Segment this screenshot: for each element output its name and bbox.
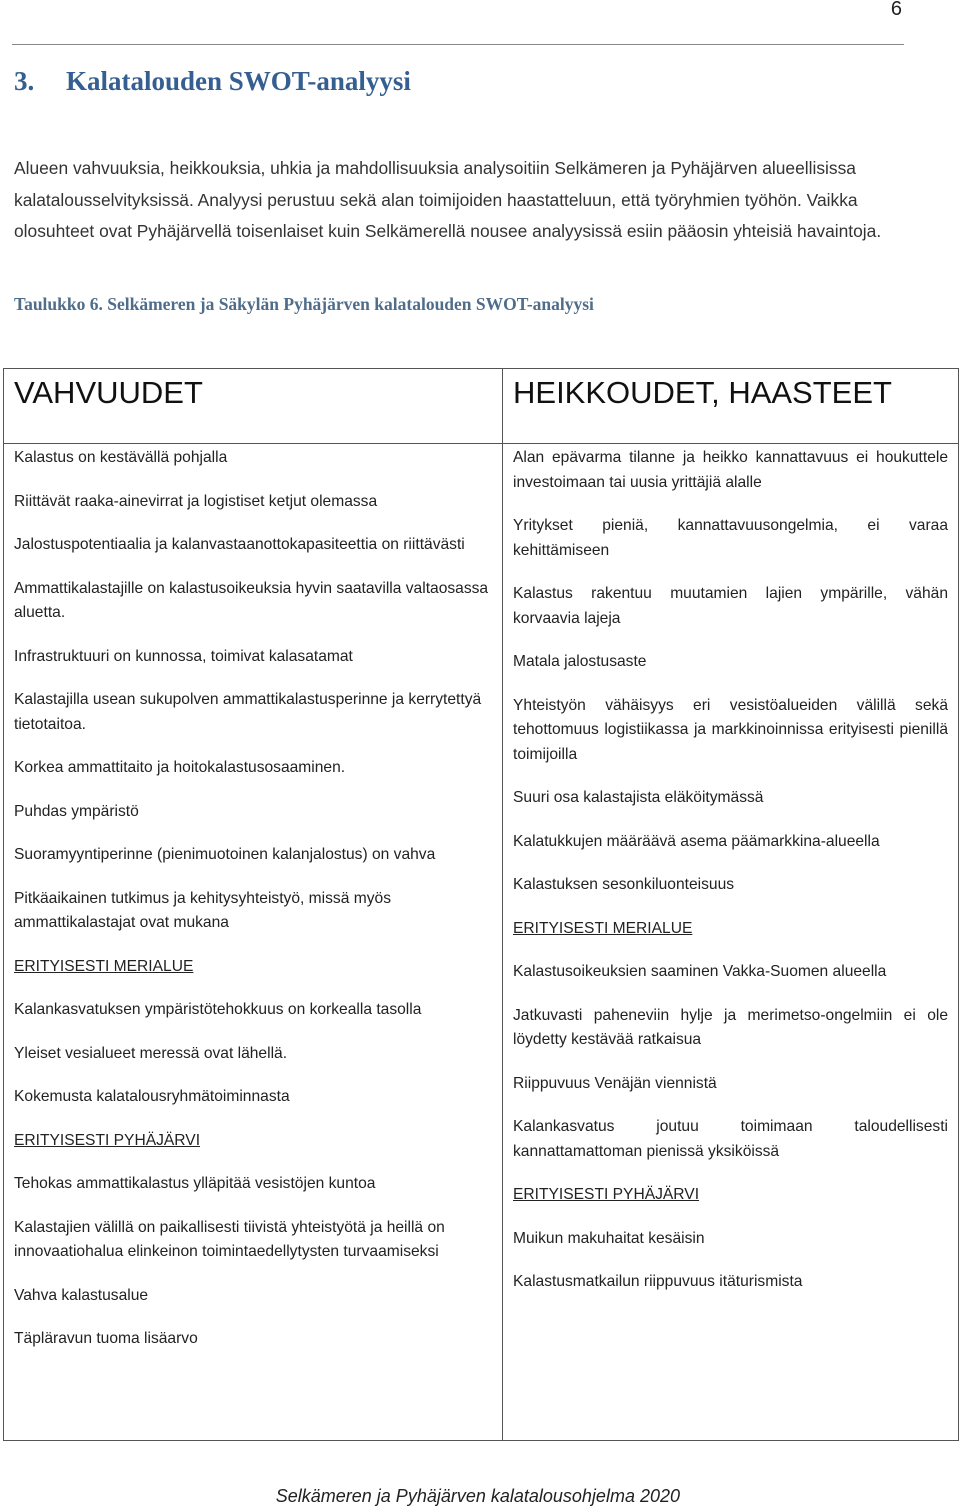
- weaknesses-item: Matala jalostusaste: [513, 653, 647, 670]
- strengths-item: Täpläravun tuoma lisäarvo: [14, 1330, 198, 1347]
- strengths-item: Kalastus on kestävällä pohjalla: [14, 449, 228, 466]
- strengths-item: Kalankasvatuksen ympäristötehokkuus on korkealla tasolla: [14, 1001, 422, 1018]
- intro-paragraph: Alueen vahvuuksia, heikkouksia, uhkia ja mahdollisuuksia analysoitiin Selkämeren ja Pyhäjärven alueellisissa kalatalousselvityksissä. Analyysi perustuu sekä alan toimijoiden haastatteluun, että työryhmien työhön. Vaikka olosuhteet ovat Pyhäjärvellä toisenlaiset kuin Selkämerellä nousee analyysissä esiin pääosin yhteisiä havaintoja.: [14, 158, 882, 241]
- strengths-item: Jalostuspotentiaalia ja kalanvastaanottokapasiteettia on riittävästi: [14, 536, 465, 553]
- swot-table: [3, 368, 959, 1441]
- weaknesses-item: Muikun makuhaitat kesäisin: [513, 1229, 705, 1247]
- strengths-subheading: ERITYISESTI PYHÄJÄRVI: [14, 1131, 201, 1149]
- strengths-item: Yleiset vesialueet meressä ovat lähellä.: [14, 1044, 288, 1062]
- weaknesses-item: Kalatukkujen määräävä asema päämarkkina-alueella: [513, 832, 880, 850]
- strengths-subheading: ERITYISESTI MERIALUE: [14, 957, 194, 975]
- section-number: 3.: [14, 66, 35, 96]
- weaknesses-header: HEIKKOUDET, HAASTEET: [503, 369, 959, 444]
- swot-header-row: [4, 369, 959, 444]
- strengths-item: Vahva kalastusalue: [14, 1286, 149, 1304]
- strengths-item: Puhdas ympäristö: [14, 802, 139, 820]
- weaknesses-item: Yhteistyön vähäisyys eri vesistöalueiden välillä sekä tehottomuus logistiikassa ja markkinoinnissa erityisesti pienillä toimijoilla: [513, 696, 948, 763]
- table-caption: Taulukko 6. Selkämeren ja Säkylän Pyhäjärven kalatalouden SWOT-analyysi: [14, 294, 594, 314]
- strengths-item: Tehokas ammattikalastus ylläpitää vesistöjen kuntoa: [14, 1175, 376, 1192]
- weaknesses-item: Yritykset pieniä, kannattavuusongelmia, ei varaa kehittämiseen: [513, 517, 948, 559]
- strengths-item: Riittävät raaka-ainevirrat ja logistiset ketjut olemassa: [14, 492, 378, 510]
- weaknesses-item: Kalastusmatkailun riippuvuus itäturismista: [513, 1273, 803, 1290]
- strengths-item: Kalastajien välillä on paikallisesti tiivistä yhteistyötä ja heillä on innovaatiohalua elinkeinon toimintaedellytysten turvaamiseksi: [14, 1218, 445, 1260]
- weaknesses-item: Riippuvuus Venäjän viennistä: [513, 1074, 717, 1092]
- page-number: 6: [890, 0, 902, 20]
- header-rule: [12, 44, 904, 45]
- swot-body-row: [4, 444, 959, 1441]
- weaknesses-item: Jatkuvasti paheneviin hylje ja merimetso-ongelmiin ei ole löydetty kestävää ratkaisua: [513, 1006, 948, 1048]
- weaknesses-item: Alan epävarma tilanne ja heikko kannattavuus ei houkuttele investoimaan tai uusia yrittäjiä alalle: [513, 449, 948, 491]
- strengths-list: [4, 444, 503, 1441]
- weaknesses-item: Kalastus rakentuu muutamien lajien ympärille, vähän korvaavia lajeja: [513, 585, 948, 627]
- weaknesses-subheading: ERITYISESTI MERIALUE: [513, 919, 693, 937]
- weaknesses-list: [503, 444, 959, 1441]
- section-heading: [14, 66, 411, 97]
- weaknesses-item: Kalastuksen sesonkiluonteisuus: [513, 876, 735, 893]
- page-footer: Selkämeren ja Pyhäjärven kalatalousohjelma 2020: [275, 1486, 680, 1506]
- strengths-item: Infrastruktuuri on kunnossa, toimivat kalasatamat: [14, 647, 353, 665]
- weaknesses-subheading: ERITYISESTI PYHÄJÄRVI: [513, 1186, 700, 1203]
- strengths-item: Kalastajilla usean sukupolven ammattikalastusperinne ja kerrytettyä tietotaitoa.: [14, 691, 482, 733]
- strengths-item: Pitkäaikainen tutkimus ja kehitysyhteistyö, missä myös ammattikalastajat ovat mukana: [14, 889, 391, 931]
- weaknesses-item: Kalastusoikeuksien saaminen Vakka-Suomen alueella: [513, 963, 887, 980]
- strengths-item: Kokemusta kalatalousryhmätoiminnasta: [14, 1088, 290, 1105]
- strengths-header: VAHVUUDET: [4, 369, 503, 444]
- weaknesses-item: Suuri osa kalastajista eläköitymässä: [513, 789, 764, 806]
- weaknesses-item: Kalankasvatus joutuu toimimaan taloudellisesti kannattamattoman pienissä yksiköissä: [513, 1118, 948, 1160]
- strengths-item: Korkea ammattitaito ja hoitokalastusosaaminen.: [14, 759, 346, 776]
- section-title: Kalatalouden SWOT-analyysi: [66, 66, 411, 96]
- strengths-item: Suoramyyntiperinne (pienimuotoinen kalanjalostus) on vahva: [14, 846, 436, 863]
- strengths-item: Ammattikalastajille on kalastusoikeuksia hyvin saatavilla valtaosassa aluetta.: [14, 579, 489, 621]
